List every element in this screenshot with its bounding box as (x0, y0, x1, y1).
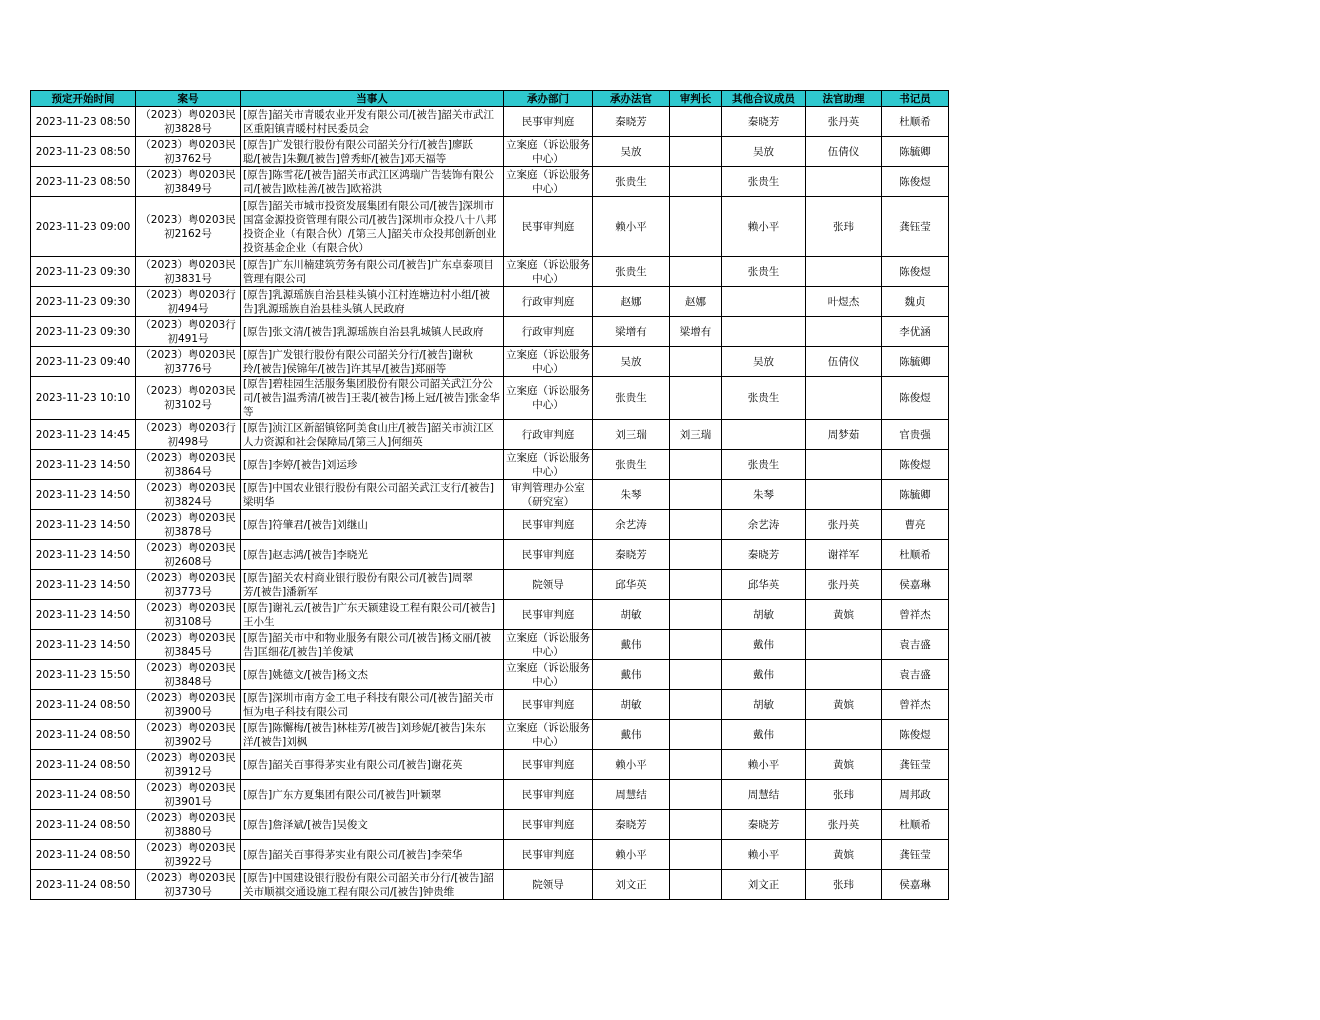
header-case-number: 案号 (136, 91, 241, 107)
department-cell: 民事审判庭 (504, 780, 593, 810)
presiding-judge-cell: 赵娜 (670, 287, 722, 317)
start-time-cell: 2023-11-23 08:50 (31, 167, 136, 197)
judge-cell: 刘三瑞 (593, 420, 670, 450)
judge-cell: 刘文正 (593, 870, 670, 900)
case-number-cell: （2023）粤0203民初3902号 (136, 720, 241, 750)
judge-cell: 戴伟 (593, 660, 670, 690)
table-row (31, 137, 949, 167)
table-row (31, 810, 949, 840)
presiding-judge-cell (670, 377, 722, 420)
judge-cell: 胡敏 (593, 600, 670, 630)
panel-members-cell: 张贵生 (722, 377, 806, 420)
start-time-cell: 2023-11-23 09:40 (31, 347, 136, 377)
judge-cell: 秦晓芳 (593, 540, 670, 570)
clerk-cell: 侯嘉琳 (882, 570, 949, 600)
table-row (31, 780, 949, 810)
start-time-cell: 2023-11-23 14:45 (31, 420, 136, 450)
department-cell: 民事审判庭 (504, 810, 593, 840)
parties-cell: [原告]中国农业银行股份有限公司韶关武江支行/[被告]梁明华 (241, 480, 504, 510)
parties-cell: [原告]韶关百事得茅实业有限公司/[被告]谢花英 (241, 750, 504, 780)
department-cell: 民事审判庭 (504, 510, 593, 540)
clerk-cell: 杜顺希 (882, 540, 949, 570)
panel-members-cell: 秦晓芳 (722, 107, 806, 137)
case-number-cell: （2023）粤0203民初3880号 (136, 810, 241, 840)
judge-assistant-cell (806, 317, 882, 347)
panel-members-cell: 赖小平 (722, 840, 806, 870)
parties-cell: [原告]韶关市城市投资发展集团有限公司/[被告]深圳市国富金源投资管理有限公司/[被告]深圳市众投八十八邦投资企业（有限合伙）/[第三人]韶关市众投邦创新创业投资基金企业（有限合伙） (241, 197, 504, 257)
presiding-judge-cell (670, 660, 722, 690)
parties-cell: [原告]韶关农村商业银行股份有限公司/[被告]周翠芳/[被告]潘新军 (241, 570, 504, 600)
case-number-cell: （2023）粤0203民初3730号 (136, 870, 241, 900)
judge-cell: 周慧结 (593, 780, 670, 810)
clerk-cell: 侯嘉琳 (882, 870, 949, 900)
panel-members-cell: 胡敏 (722, 690, 806, 720)
judge-cell: 张贵生 (593, 377, 670, 420)
case-number-cell: （2023）粤0203民初2162号 (136, 197, 241, 257)
judge-assistant-cell: 黄嫔 (806, 600, 882, 630)
presiding-judge-cell (670, 720, 722, 750)
header-row (31, 91, 949, 107)
judge-assistant-cell: 黄嫔 (806, 750, 882, 780)
department-cell: 院领导 (504, 870, 593, 900)
judge-cell: 赖小平 (593, 840, 670, 870)
presiding-judge-cell: 刘三瑞 (670, 420, 722, 450)
header-presiding-judge: 审判长 (670, 91, 722, 107)
table-row (31, 480, 949, 510)
clerk-cell: 曾祥杰 (882, 600, 949, 630)
start-time-cell: 2023-11-23 09:30 (31, 257, 136, 287)
panel-members-cell: 秦晓芳 (722, 540, 806, 570)
clerk-cell: 陈俊煜 (882, 450, 949, 480)
start-time-cell: 2023-11-23 09:30 (31, 287, 136, 317)
start-time-cell: 2023-11-23 14:50 (31, 450, 136, 480)
start-time-cell: 2023-11-24 08:50 (31, 780, 136, 810)
parties-cell: [原告]广东川楠建筑劳务有限公司/[被告]广东卓泰项目管理有限公司 (241, 257, 504, 287)
case-number-cell: （2023）粤0203行初498号 (136, 420, 241, 450)
department-cell: 民事审判庭 (504, 840, 593, 870)
presiding-judge-cell (670, 347, 722, 377)
parties-cell: [原告]谢礼云/[被告]广东天颍建设工程有限公司/[被告]王小生 (241, 600, 504, 630)
table-row (31, 510, 949, 540)
parties-cell: [原告]陈雪花/[被告]韶关市武江区鸿瑞广告装饰有限公司/[被告]欧桂善/[被告]欧裕洪 (241, 167, 504, 197)
panel-members-cell: 吴放 (722, 347, 806, 377)
table-row (31, 197, 949, 257)
judge-cell: 戴伟 (593, 630, 670, 660)
judge-cell: 邱华英 (593, 570, 670, 600)
table-row (31, 377, 949, 420)
clerk-cell: 袁吉盛 (882, 630, 949, 660)
judge-cell: 梁增有 (593, 317, 670, 347)
start-time-cell: 2023-11-23 14:50 (31, 480, 136, 510)
parties-cell: [原告]陈懈梅/[被告]林桂芳/[被告]刘珍妮/[被告]朱东洋/[被告]刘枫 (241, 720, 504, 750)
judge-assistant-cell (806, 167, 882, 197)
presiding-judge-cell (670, 630, 722, 660)
table-row (31, 347, 949, 377)
department-cell: 立案庭（诉讼服务中心） (504, 630, 593, 660)
judge-cell: 余艺涛 (593, 510, 670, 540)
panel-members-cell: 张贵生 (722, 257, 806, 287)
clerk-cell: 陈俊煜 (882, 720, 949, 750)
case-number-cell: （2023）粤0203民初3922号 (136, 840, 241, 870)
judge-cell: 张贵生 (593, 450, 670, 480)
department-cell: 立案庭（诉讼服务中心） (504, 660, 593, 690)
judge-assistant-cell (806, 630, 882, 660)
table-row (31, 720, 949, 750)
case-number-cell: （2023）粤0203民初3776号 (136, 347, 241, 377)
parties-cell: [原告]韶关市中和物业服务有限公司/[被告]杨文丽/[被告]匡细花/[被告]羊俊斌 (241, 630, 504, 660)
panel-members-cell: 余艺涛 (722, 510, 806, 540)
clerk-cell: 杜顺希 (882, 107, 949, 137)
parties-cell: [原告]广发银行股份有限公司韶关分行/[被告]廖跃聪/[被告]朱觐/[被告]曾秀虾/[被告]邓天福等 (241, 137, 504, 167)
judge-assistant-cell: 张玮 (806, 870, 882, 900)
start-time-cell: 2023-11-23 10:10 (31, 377, 136, 420)
presiding-judge-cell (670, 167, 722, 197)
start-time-cell: 2023-11-23 09:00 (31, 197, 136, 257)
header-judge: 承办法官 (593, 91, 670, 107)
clerk-cell: 魏贞 (882, 287, 949, 317)
presiding-judge-cell (670, 107, 722, 137)
header-department: 承办部门 (504, 91, 593, 107)
judge-assistant-cell: 叶煜杰 (806, 287, 882, 317)
case-number-cell: （2023）粤0203行初491号 (136, 317, 241, 347)
header-panel-members: 其他合议成员 (722, 91, 806, 107)
panel-members-cell: 赖小平 (722, 197, 806, 257)
panel-members-cell: 赖小平 (722, 750, 806, 780)
presiding-judge-cell (670, 780, 722, 810)
table-row (31, 167, 949, 197)
clerk-cell: 陈毓卿 (882, 347, 949, 377)
department-cell: 立案庭（诉讼服务中心） (504, 377, 593, 420)
table-row (31, 420, 949, 450)
case-number-cell: （2023）粤0203民初3864号 (136, 450, 241, 480)
presiding-judge-cell (670, 137, 722, 167)
judge-assistant-cell (806, 377, 882, 420)
presiding-judge-cell (670, 570, 722, 600)
judge-assistant-cell: 谢祥军 (806, 540, 882, 570)
judge-assistant-cell: 张丹英 (806, 570, 882, 600)
judge-assistant-cell: 伍倩仪 (806, 137, 882, 167)
parties-cell: [原告]韶关市青暖农业开发有限公司/[被告]韶关市武江区重阳镇青暖村村民委员会 (241, 107, 504, 137)
judge-cell: 吴放 (593, 347, 670, 377)
parties-cell: [原告]浈江区新韶镇铭阿美食山庄/[被告]韶关市浈江区人力资源和社会保障局/[第三人]何细英 (241, 420, 504, 450)
start-time-cell: 2023-11-24 08:50 (31, 720, 136, 750)
start-time-cell: 2023-11-24 08:50 (31, 690, 136, 720)
panel-members-cell: 张贵生 (722, 167, 806, 197)
start-time-cell: 2023-11-23 14:50 (31, 600, 136, 630)
judge-assistant-cell: 张玮 (806, 197, 882, 257)
case-number-cell: （2023）粤0203民初3878号 (136, 510, 241, 540)
presiding-judge-cell (670, 840, 722, 870)
table-row (31, 257, 949, 287)
parties-cell: [原告]赵志鸿/[被告]李晓光 (241, 540, 504, 570)
start-time-cell: 2023-11-24 08:50 (31, 870, 136, 900)
panel-members-cell: 吴放 (722, 137, 806, 167)
department-cell: 立案庭（诉讼服务中心） (504, 720, 593, 750)
judge-cell: 赵娜 (593, 287, 670, 317)
department-cell: 民事审判庭 (504, 690, 593, 720)
table-row (31, 540, 949, 570)
start-time-cell: 2023-11-23 08:50 (31, 107, 136, 137)
clerk-cell: 陈俊煜 (882, 257, 949, 287)
case-number-cell: （2023）粤0203民初3912号 (136, 750, 241, 780)
parties-cell: [原告]中国建设银行股份有限公司韶关市分行/[被告]韶关市顺祺交通设施工程有限公司/[被告]钟贵维 (241, 870, 504, 900)
judge-cell: 张贵生 (593, 257, 670, 287)
department-cell: 民事审判庭 (504, 197, 593, 257)
judge-cell: 赖小平 (593, 197, 670, 257)
panel-members-cell: 刘文正 (722, 870, 806, 900)
start-time-cell: 2023-11-24 08:50 (31, 750, 136, 780)
judge-cell: 张贵生 (593, 167, 670, 197)
header-parties: 当事人 (241, 91, 504, 107)
department-cell: 立案庭（诉讼服务中心） (504, 167, 593, 197)
judge-assistant-cell (806, 480, 882, 510)
panel-members-cell: 周慧结 (722, 780, 806, 810)
case-number-cell: （2023）粤0203民初3831号 (136, 257, 241, 287)
judge-assistant-cell (806, 450, 882, 480)
table-row (31, 600, 949, 630)
start-time-cell: 2023-11-23 14:50 (31, 540, 136, 570)
clerk-cell: 李优涵 (882, 317, 949, 347)
start-time-cell: 2023-11-23 09:30 (31, 317, 136, 347)
header-start-time: 预定开始时间 (31, 91, 136, 107)
table-row (31, 630, 949, 660)
case-number-cell: （2023）粤0203行初494号 (136, 287, 241, 317)
clerk-cell: 龚钰莹 (882, 197, 949, 257)
parties-cell: [原告]广发银行股份有限公司韶关分行/[被告]谢秋玲/[被告]侯锦年/[被告]许其早/[被告]郑丽等 (241, 347, 504, 377)
judge-cell: 朱琴 (593, 480, 670, 510)
panel-members-cell: 胡敏 (722, 600, 806, 630)
start-time-cell: 2023-11-24 08:50 (31, 810, 136, 840)
parties-cell: [原告]符肇君/[被告]刘继山 (241, 510, 504, 540)
judge-assistant-cell: 伍倩仪 (806, 347, 882, 377)
panel-members-cell (722, 420, 806, 450)
start-time-cell: 2023-11-23 14:50 (31, 630, 136, 660)
judge-assistant-cell: 黄嫔 (806, 840, 882, 870)
case-number-cell: （2023）粤0203民初3824号 (136, 480, 241, 510)
start-time-cell: 2023-11-23 15:50 (31, 660, 136, 690)
case-number-cell: （2023）粤0203民初3900号 (136, 690, 241, 720)
department-cell: 民事审判庭 (504, 107, 593, 137)
case-number-cell: （2023）粤0203民初3901号 (136, 780, 241, 810)
presiding-judge-cell (670, 510, 722, 540)
case-number-cell: （2023）粤0203民初3848号 (136, 660, 241, 690)
case-number-cell: （2023）粤0203民初3845号 (136, 630, 241, 660)
table-row (31, 287, 949, 317)
table-row (31, 870, 949, 900)
presiding-judge-cell (670, 540, 722, 570)
judge-assistant-cell: 张丹英 (806, 810, 882, 840)
parties-cell: [原告]韶关百事得茅实业有限公司/[被告]李荣华 (241, 840, 504, 870)
table-row (31, 107, 949, 137)
presiding-judge-cell (670, 750, 722, 780)
court-schedule-table (30, 90, 949, 900)
presiding-judge-cell (670, 450, 722, 480)
table-row (31, 840, 949, 870)
department-cell: 立案庭（诉讼服务中心） (504, 137, 593, 167)
department-cell: 审判管理办公室（研究室） (504, 480, 593, 510)
header-judge-assistant: 法官助理 (806, 91, 882, 107)
judge-assistant-cell: 张丹英 (806, 107, 882, 137)
panel-members-cell: 戴伟 (722, 630, 806, 660)
judge-assistant-cell: 张丹英 (806, 510, 882, 540)
clerk-cell: 袁吉盛 (882, 660, 949, 690)
clerk-cell: 曾祥杰 (882, 690, 949, 720)
parties-cell: [原告]詹泽斌/[被告]吴俊文 (241, 810, 504, 840)
presiding-judge-cell (670, 690, 722, 720)
judge-cell: 戴伟 (593, 720, 670, 750)
panel-members-cell: 秦晓芳 (722, 810, 806, 840)
department-cell: 民事审判庭 (504, 540, 593, 570)
clerk-cell: 陈毓卿 (882, 480, 949, 510)
case-number-cell: （2023）粤0203民初3828号 (136, 107, 241, 137)
panel-members-cell: 戴伟 (722, 660, 806, 690)
judge-cell: 秦晓芳 (593, 810, 670, 840)
start-time-cell: 2023-11-23 08:50 (31, 137, 136, 167)
case-number-cell: （2023）粤0203民初3773号 (136, 570, 241, 600)
panel-members-cell: 朱琴 (722, 480, 806, 510)
presiding-judge-cell (670, 870, 722, 900)
case-number-cell: （2023）粤0203民初3762号 (136, 137, 241, 167)
clerk-cell: 周邦政 (882, 780, 949, 810)
case-number-cell: （2023）粤0203民初3108号 (136, 600, 241, 630)
clerk-cell: 陈俊煜 (882, 167, 949, 197)
judge-assistant-cell (806, 257, 882, 287)
table-row (31, 450, 949, 480)
department-cell: 立案庭（诉讼服务中心） (504, 450, 593, 480)
judge-cell: 秦晓芳 (593, 107, 670, 137)
table-row (31, 750, 949, 780)
presiding-judge-cell (670, 810, 722, 840)
clerk-cell: 陈俊煜 (882, 377, 949, 420)
department-cell: 立案庭（诉讼服务中心） (504, 347, 593, 377)
department-cell: 行政审判庭 (504, 287, 593, 317)
presiding-judge-cell (670, 197, 722, 257)
judge-cell: 赖小平 (593, 750, 670, 780)
clerk-cell: 杜顺希 (882, 810, 949, 840)
panel-members-cell: 张贵生 (722, 450, 806, 480)
clerk-cell: 曹亮 (882, 510, 949, 540)
start-time-cell: 2023-11-23 14:50 (31, 570, 136, 600)
department-cell: 行政审判庭 (504, 420, 593, 450)
panel-members-cell: 邱华英 (722, 570, 806, 600)
clerk-cell: 龚钰莹 (882, 840, 949, 870)
case-number-cell: （2023）粤0203民初2608号 (136, 540, 241, 570)
parties-cell: [原告]深圳市南方金工电子科技有限公司/[被告]韶关市恒为电子科技有限公司 (241, 690, 504, 720)
table-row (31, 317, 949, 347)
judge-assistant-cell (806, 720, 882, 750)
department-cell: 民事审判庭 (504, 600, 593, 630)
presiding-judge-cell: 梁增有 (670, 317, 722, 347)
table-row (31, 660, 949, 690)
judge-assistant-cell: 张玮 (806, 780, 882, 810)
case-number-cell: （2023）粤0203民初3102号 (136, 377, 241, 420)
panel-members-cell: 戴伟 (722, 720, 806, 750)
presiding-judge-cell (670, 480, 722, 510)
department-cell: 院领导 (504, 570, 593, 600)
panel-members-cell (722, 317, 806, 347)
presiding-judge-cell (670, 600, 722, 630)
clerk-cell: 龚钰莹 (882, 750, 949, 780)
judge-cell: 吴放 (593, 137, 670, 167)
clerk-cell: 陈毓卿 (882, 137, 949, 167)
judge-assistant-cell (806, 660, 882, 690)
parties-cell: [原告]张文清/[被告]乳源瑶族自治县乳城镇人民政府 (241, 317, 504, 347)
table-row (31, 570, 949, 600)
department-cell: 立案庭（诉讼服务中心） (504, 257, 593, 287)
parties-cell: [原告]姚德文/[被告]杨文杰 (241, 660, 504, 690)
panel-members-cell (722, 287, 806, 317)
parties-cell: [原告]广东方夏集团有限公司/[被告]叶颖翠 (241, 780, 504, 810)
header-clerk: 书记员 (882, 91, 949, 107)
table-row (31, 690, 949, 720)
department-cell: 行政审判庭 (504, 317, 593, 347)
parties-cell: [原告]乳源瑶族自治县桂头镇小江村连塘边村小组/[被告]乳源瑶族自治县桂头镇人民政府 (241, 287, 504, 317)
start-time-cell: 2023-11-24 08:50 (31, 840, 136, 870)
start-time-cell: 2023-11-23 14:50 (31, 510, 136, 540)
parties-cell: [原告]李婷/[被告]刘运珍 (241, 450, 504, 480)
judge-assistant-cell: 周梦茹 (806, 420, 882, 450)
judge-assistant-cell: 黄嫔 (806, 690, 882, 720)
case-number-cell: （2023）粤0203民初3849号 (136, 167, 241, 197)
judge-cell: 胡敏 (593, 690, 670, 720)
clerk-cell: 官贵强 (882, 420, 949, 450)
parties-cell: [原告]碧桂园生活服务集团股份有限公司韶关武江分公司/[被告]温秀清/[被告]王裴/[被告]杨上冠/[被告]张金华等 (241, 377, 504, 420)
department-cell: 民事审判庭 (504, 750, 593, 780)
presiding-judge-cell (670, 257, 722, 287)
